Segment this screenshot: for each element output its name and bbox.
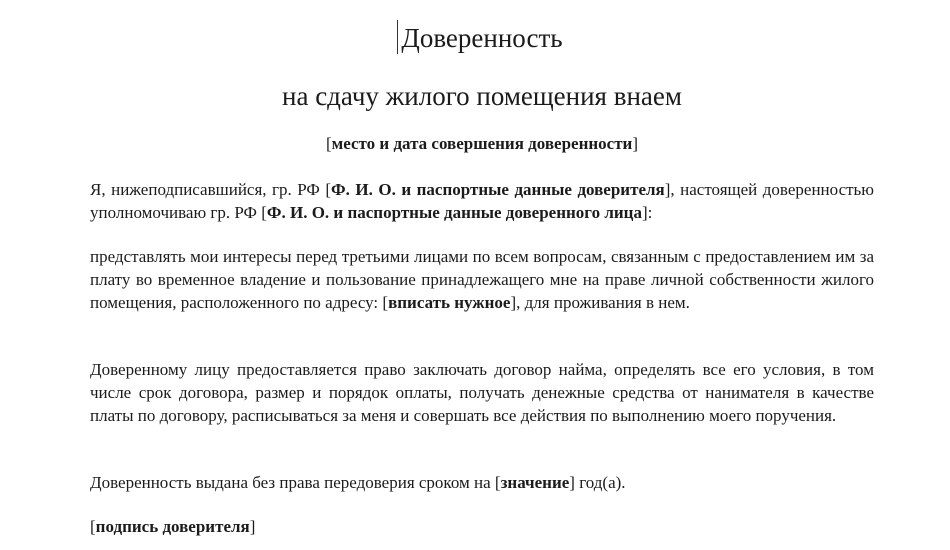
term-paragraph: Доверенность выдана без права передоверия сроком на [значение] год(а).	[90, 473, 626, 492]
place-date-line: [место и дата совершения доверенности]	[325, 134, 639, 153]
document-title: Доверенность	[401, 23, 563, 53]
document-subtitle: на сдачу жилого помещения внаем	[282, 81, 682, 111]
signature-placeholder: подпись доверителя	[95, 517, 250, 536]
signature-line: [подпись доверителя]	[90, 517, 256, 536]
intro-paragraph: Я, нижеподписавшийся, гр. РФ [Ф. И. О. и паспортные данные доверителя], настоящей доверенностью уполномочиваю гр. РФ [Ф. И. О. и паспортные данные доверенного лица]:	[90, 180, 875, 222]
powers-paragraph: представлять мои интересы перед третьими лицами по всем вопросам, связанным с предоставлением им за плату во временное владение и пользование принадлежащего мне на праве личной собственности жилого помещения, расположенного по адресу: [вписать нужное], для проживания в нем.	[90, 247, 874, 312]
term-value-placeholder: значение	[500, 473, 570, 492]
address-placeholder: вписать нужное	[388, 293, 511, 312]
document-page	[90, 0, 874, 550]
rights-paragraph: Доверенному лицу предоставляется право заключать договор найма, определять все его условия, в том числе срок договора, размер и порядок оплаты, получать денежные средства от нанимателя в качестве платы по договору, расписываться за меня и совершать все действия по выполнению моего поручения.	[90, 360, 874, 425]
principal-placeholder: Ф. И. О. и паспортные данные доверителя	[331, 180, 665, 199]
agent-placeholder: Ф. И. О. и паспортные данные доверенного лица	[266, 203, 642, 222]
place-date-placeholder: место и дата совершения доверенности	[331, 134, 633, 153]
